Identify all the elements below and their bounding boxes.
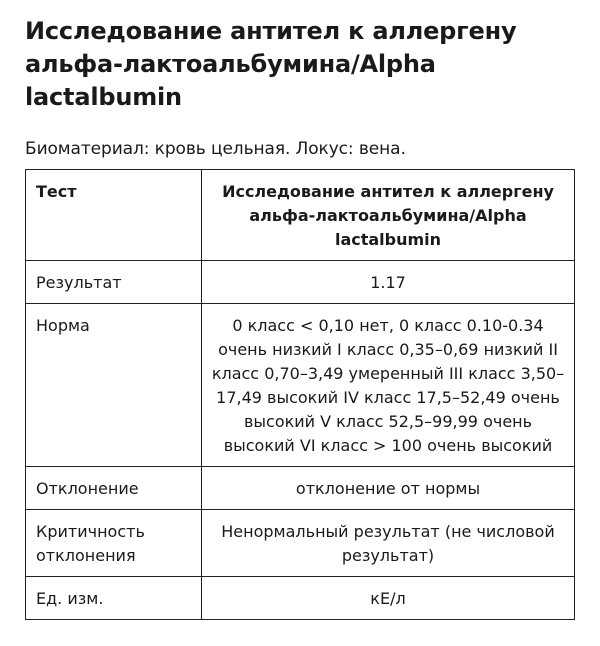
document-page — [25, 15, 580, 620]
table-row-criticality — [26, 510, 575, 577]
row-value-deviation: отклонение от нормы — [202, 467, 575, 510]
row-label-deviation: Отклонение — [26, 467, 202, 510]
row-label-norm: Норма — [26, 304, 202, 467]
row-value-result: 1.17 — [202, 261, 575, 304]
header-value-cell: Исследование антител к аллергену альфа-лактоальбумина/Alpha lactalbumin — [202, 170, 575, 261]
row-label-units: Ед. изм. — [26, 577, 202, 620]
header-label-cell: Тест — [26, 170, 202, 261]
biomaterial-subtitle: Биоматериал: кровь цельная. Локус: вена. — [25, 139, 406, 159]
row-value-norm: 0 класс < 0,10 нет, 0 класс 0.10-0.34 очень низкий I класс 0,35–0,69 низкий II класс 0,70–3,49 умеренный III класс 3,50–17,49 высокий IV класс 17,5–52,49 очень высокий V класс 52,5–99,99 очень высокий VI класс > 100 очень высокий — [202, 304, 575, 467]
table-row-result — [26, 261, 575, 304]
table-header-row — [26, 170, 575, 261]
row-value-units: кЕ/л — [202, 577, 575, 620]
table-row-deviation — [26, 467, 575, 510]
row-label-criticality: Критичность отклонения — [26, 510, 202, 577]
page-title: Исследование антител к аллергену альфа-лактоальбумина/Alpha lactalbumin — [25, 17, 517, 111]
table-row-units — [26, 577, 575, 620]
row-label-result: Результат — [26, 261, 202, 304]
row-value-criticality: Ненормальный результат (не числовой результат) — [202, 510, 575, 577]
results-table — [25, 169, 575, 620]
table-row-norm — [26, 304, 575, 467]
